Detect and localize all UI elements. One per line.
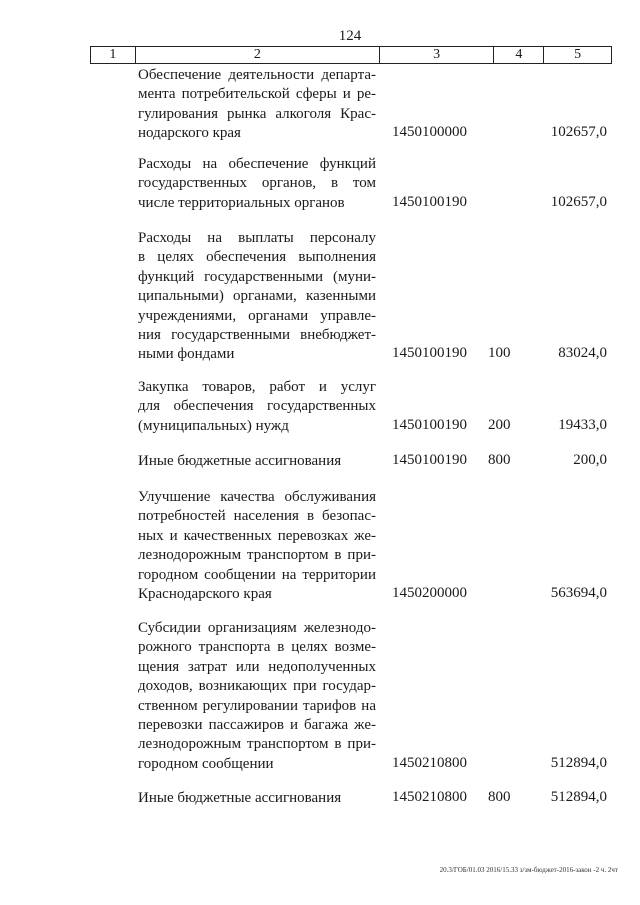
- description-line: перевозки пассажиров и багажа же-: [138, 717, 376, 734]
- row-amount: 102657,0: [550, 194, 607, 210]
- header-col-2: 2: [136, 47, 380, 63]
- description-line: (муниципальных) нужд: [138, 417, 289, 434]
- row-description: [138, 229, 376, 365]
- description-line: Закупка товаров, работ и услуг: [138, 379, 376, 395]
- description-line: мента потребительской сферы и ре-: [138, 86, 376, 103]
- row-kind: 800: [488, 452, 511, 468]
- row-amount: 512894,0: [550, 755, 607, 771]
- description-line: щения затрат или недополученных: [138, 658, 376, 675]
- description-line: в целях обеспечения выполнения: [138, 249, 376, 266]
- description-line: лезнодорожным транспортом в при-: [138, 736, 376, 753]
- description-line: рожного транспорта в целях возме-: [138, 639, 376, 656]
- description-line: нодарского края: [138, 125, 241, 142]
- table-header: [90, 46, 612, 64]
- row-description: [138, 619, 376, 774]
- description-line: Улучшение качества обслуживания: [138, 489, 376, 505]
- description-line: Субсидии организациям железнодо-: [138, 620, 376, 636]
- row-code: 1450100190: [392, 345, 467, 361]
- header-col-4: 4: [494, 47, 544, 63]
- description-line: Расходы на выплаты персоналу: [138, 230, 376, 246]
- row-code: 1450100190: [392, 452, 467, 468]
- description-line: функций государственными (муни-: [138, 268, 376, 285]
- page-number: 124: [338, 28, 362, 44]
- row-code: 1450100190: [392, 194, 467, 210]
- row-amount: 19433,0: [558, 417, 607, 433]
- row-description: [138, 378, 376, 436]
- row-code: 1450100000: [392, 124, 467, 140]
- description-line: государственных органов, в том: [138, 175, 376, 192]
- header-col-1: 1: [91, 47, 136, 63]
- description-line: Обеспечение деятельности департа-: [138, 67, 376, 83]
- row-description: [138, 155, 376, 213]
- row-code: 1450210800: [392, 789, 467, 805]
- description-line: Иные бюджетные ассигнования: [138, 790, 342, 806]
- header-col-5: 5: [574, 47, 582, 62]
- description-line: ния государственными внебюджет-: [138, 327, 376, 344]
- description-line: городном сообщении: [138, 755, 274, 772]
- description-line: ственном регулировании тарифов на: [138, 697, 376, 714]
- description-line: ных и качественных перевозках же-: [138, 527, 376, 544]
- description-line: учреждениями, органами управле-: [138, 307, 376, 324]
- row-description: [138, 488, 376, 604]
- row-amount: 102657,0: [550, 124, 607, 140]
- description-line: потребностей населения в безопас-: [138, 508, 376, 525]
- row-description: [138, 452, 376, 471]
- description-line: ципальными) органами, казенными: [138, 288, 376, 305]
- row-kind: 800: [488, 789, 511, 805]
- row-amount: 512894,0: [550, 789, 607, 805]
- description-line: Иные бюджетные ассигнования: [138, 453, 342, 469]
- description-line: Краснодарского края: [138, 586, 272, 603]
- row-description: [138, 789, 376, 808]
- description-line: для обеспечения государственных: [138, 398, 376, 415]
- description-line: лезнодорожным транспортом в при-: [138, 547, 376, 564]
- row-description: [138, 66, 376, 144]
- row-code: 1450200000: [392, 585, 467, 601]
- row-code: 1450210800: [392, 755, 467, 771]
- description-line: городном сообщении на территории: [138, 566, 376, 583]
- row-amount: 563694,0: [550, 585, 607, 601]
- row-kind: 200: [488, 417, 511, 433]
- header-col-3: 3: [380, 47, 495, 63]
- row-amount: 83024,0: [558, 345, 607, 361]
- description-line: Расходы на обеспечение функций: [138, 156, 376, 172]
- document-footer-code: 20.3/ГОБ/01.03 2016/15.33 з/зм-бюджет-2016-закон -2 ч. 2чт: [439, 866, 618, 874]
- description-line: доходов, возникающих при государ-: [138, 678, 376, 695]
- description-line: гулирования рынка алкоголя Крас-: [138, 105, 376, 122]
- row-code: 1450100190: [392, 417, 467, 433]
- description-line: числе территориальных органов: [138, 194, 345, 211]
- row-amount: 200,0: [573, 452, 607, 468]
- description-line: ными фондами: [138, 346, 235, 363]
- row-kind: 100: [488, 345, 511, 361]
